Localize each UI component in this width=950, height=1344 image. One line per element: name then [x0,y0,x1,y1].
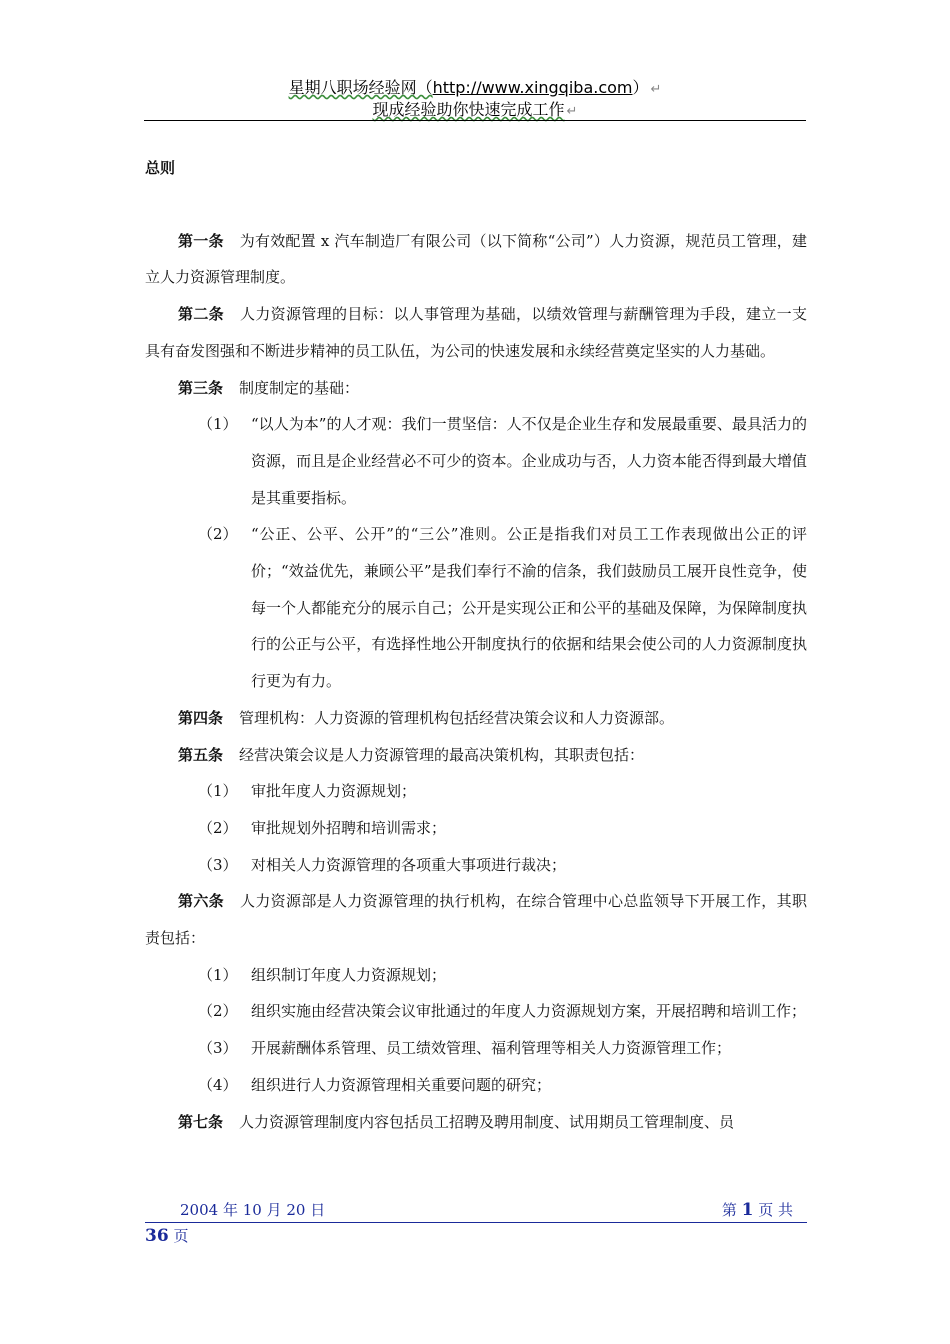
list-item [145,406,807,516]
header-rule [144,120,806,121]
article-text: 经营决策会议是人力资源管理的最高决策机构，其职责包括： [239,745,645,764]
page-footer [145,1198,807,1246]
article-paragraph [145,223,807,296]
article-label: 第三条 [178,378,224,397]
page-prefix: 第 [721,1201,742,1219]
site-name: 星期八职场经验网（ [288,78,433,97]
page-mid: 页 共 [753,1201,793,1219]
list-item [145,847,807,884]
footer-total-pages [145,1224,188,1248]
list-item-text: 开展薪酬体系管理、员工绩效管理、福利管理等相关人力资源管理工作； [251,1039,732,1058]
article-text: 人力资源管理制度内容包括员工招聘及聘用制度、试用期员工管理制度、员 [239,1112,735,1131]
paragraph-mark-icon: ↵ [566,104,578,119]
document-header [0,78,950,122]
list-item-number: （1） [198,782,238,801]
article-label: 第一条 [178,231,224,250]
list-item-text: 组织进行人力资源管理相关重要问题的研究； [251,1075,552,1094]
article-paragraph [145,296,807,369]
list-item-text: 组织实施由经营决策会议审批通过的年度人力资源规划方案，开展招聘和培训工作； [251,1002,807,1021]
header-line-2 [0,100,950,122]
article-text: 制度制定的基础： [239,378,360,397]
article-text: 人力资源部是人力资源管理的执行机构，在综合管理中心总监领导下开展工作，其职责包括： [145,892,807,948]
list-item-text: 对相关人力资源管理的各项重大事项进行裁决； [251,855,567,874]
document-body [145,150,807,1140]
article-text: 人力资源管理的目标：以人事管理为基础，以绩效管理与薪酬管理为手段，建立一支具有奋发图强和不断进步精神的员工队伍，为公司的快速发展和永续经营奠定坚实的人力基础。 [145,305,807,360]
list-item-number: （2） [198,525,238,544]
article-text: 管理机构：人力资源的管理机构包括经营决策会议和人力资源部。 [239,708,675,727]
list-item [145,516,807,700]
article-text: 为有效配置 x 汽车制造厂有限公司（以下简称“公司”）人力资源，规范员工管理，建立人力资源管理制度。 [145,231,807,287]
section-title: 总则 [145,159,176,177]
list-item [145,993,807,1030]
list-item-text: “以人为本”的人才观：我们一贯坚信：人不仅是企业生存和发展最重要、最具活力的资源，而且是企业经营必不可少的资本。企业成功与否，人力资本能否得到最大增值是其重要指标。 [251,415,807,507]
article-label: 第四条 [178,708,224,727]
list-item-text: “公正、公平、公开”的“三公”准则。公正是指我们对员工工作表现做出公正的评价；“效益优先，兼顾公平”是我们奉行不渝的信条，我们鼓励员工展开良性竞争，使每一个人都能充分的展示自己；公开是实现公正和公平的基础及保障，为保障制度执行的公正与公平，有选择性地公开制度执行的依据和结果会使公司的人力资源制度执行更为有力。 [251,525,807,691]
page-number: 1 [741,1200,754,1220]
total-pages: 36 [145,1226,169,1246]
list-item-text: 审批年度人力资源规划； [251,782,417,801]
footer-page-info [722,1198,793,1222]
site-url-link[interactable]: http://www.xingqiba.com [432,78,633,97]
list-item-number: （2） [198,818,238,837]
list-item-text: 组织制订年度人力资源规划； [251,965,447,984]
list-item-number: （1） [198,965,238,984]
list-item-number: （4） [198,1075,238,1094]
list-item [145,1030,807,1067]
article-list [145,223,807,1141]
article-paragraph [145,370,807,407]
list-item-number: （3） [198,1039,238,1058]
paragraph-mark-icon: ↵ [650,82,662,97]
list-item [145,957,807,994]
list-item-number: （3） [198,855,238,874]
footer-row [145,1198,807,1223]
article-paragraph [145,700,807,737]
list-item-number: （1） [198,415,238,434]
list-item-number: （2） [198,1002,238,1021]
article-label: 第二条 [178,305,224,324]
list-item [145,1067,807,1104]
page-suffix: 页 [168,1227,189,1245]
site-name-close: ） [632,78,649,97]
article-paragraph [145,1104,807,1141]
article-label: 第七条 [178,1112,224,1131]
article-paragraph [145,883,807,956]
article-label: 第五条 [178,745,224,764]
article-paragraph [145,737,807,774]
footer-date: 2004 年 10 月 20 日 [180,1201,326,1219]
list-item-text: 审批规划外招聘和培训需求； [251,818,447,837]
list-item [145,773,807,810]
site-slogan: 现成经验助你快速完成工作 [372,100,565,119]
header-line-1 [0,78,950,100]
article-label: 第六条 [178,892,224,911]
list-item [145,810,807,847]
